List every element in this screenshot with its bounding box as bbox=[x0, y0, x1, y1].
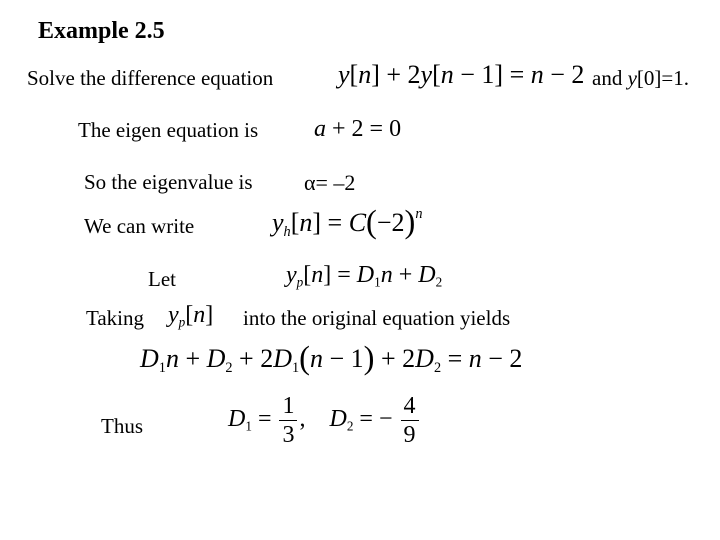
fraction-D1-numerator: 1 bbox=[279, 394, 297, 421]
slide-title: Example 2.5 bbox=[38, 18, 165, 44]
fraction-D1 bbox=[279, 394, 297, 447]
fraction-D2-numerator: 4 bbox=[401, 394, 419, 421]
initial-rest: [0]=1. bbox=[636, 66, 689, 90]
particular-solution: $y_p[n] = D_1n + D_2$ bbox=[286, 262, 443, 290]
characteristic-equation: a + 2 = 0 bbox=[314, 116, 402, 142]
thus-label: Thus bbox=[101, 414, 143, 438]
fraction-D1-denominator: 3 bbox=[282, 422, 295, 448]
taking-label: Taking bbox=[86, 306, 145, 330]
eigenvalue-value: α= –2 bbox=[304, 170, 356, 195]
fraction-D2-denominator: 9 bbox=[403, 422, 416, 448]
homogeneous-solution: $y_h[n] = C(-2)^n$ bbox=[272, 204, 423, 241]
particular-reference: $y_p[n]$ bbox=[168, 302, 214, 330]
write-label: We can write bbox=[84, 214, 195, 238]
initial-var: y bbox=[627, 66, 637, 90]
fraction-D2 bbox=[401, 394, 419, 447]
let-label: Let bbox=[148, 267, 176, 291]
initial-condition bbox=[592, 66, 689, 91]
eigenvalue-label: So the eigenvalue is bbox=[84, 170, 253, 194]
into-label: into the original equation yields bbox=[243, 306, 511, 330]
difference-equation: y[n] + 2y[n − 1] = n − 2 bbox=[338, 60, 585, 89]
eigen-equation-label: The eigen equation is bbox=[78, 118, 259, 142]
result-equations: $D_1$ = $\frac{1}{3}$ , $D_2$ = − $\frac{4}{9}$ bbox=[228, 394, 421, 447]
initial-prefix: and bbox=[592, 66, 628, 90]
substitution-equation: $D_1n + D_2 + 2D_1(n - 1) + 2D_2 = n - 2$ bbox=[140, 340, 523, 377]
solve-label: Solve the difference equation bbox=[27, 66, 274, 90]
